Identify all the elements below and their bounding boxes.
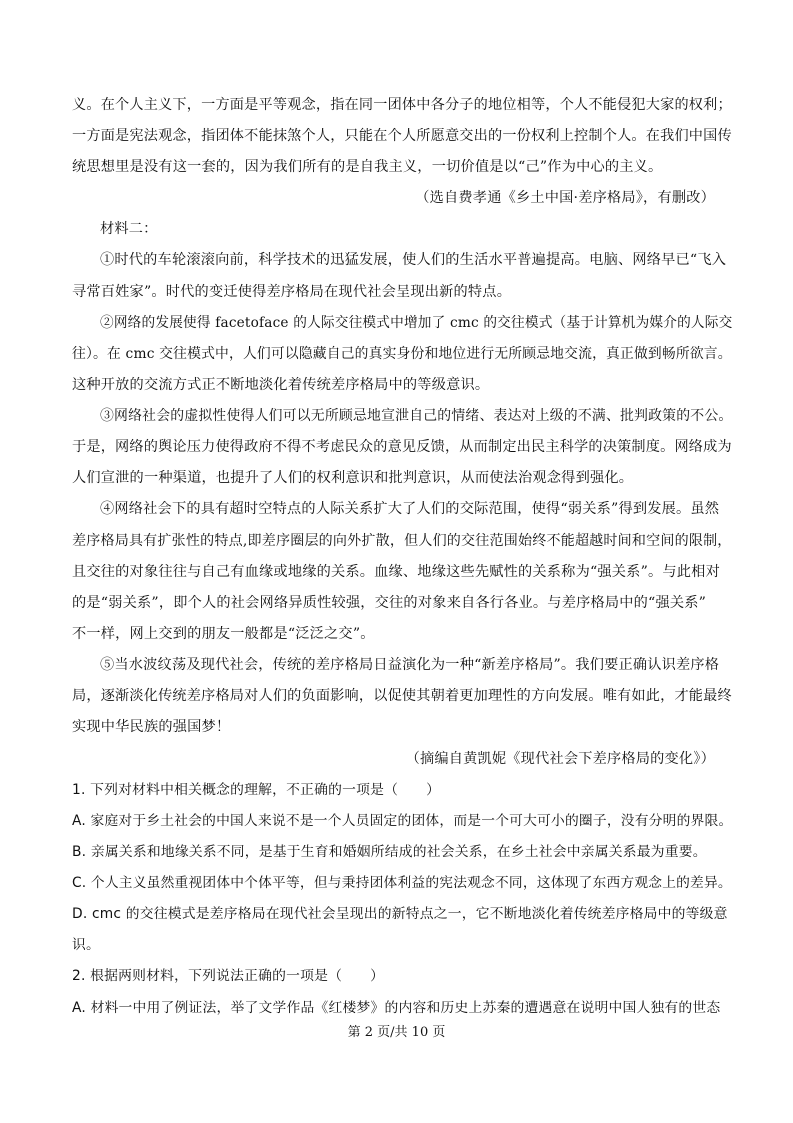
page-footer: 第 2 页/共 10 页 bbox=[347, 1025, 446, 1040]
text-line: ④网络社会下的具有超时空特点的人际关系扩大了人们的交际范围，使得“弱关系”得到发展。虽然 bbox=[100, 501, 720, 517]
text-line: 差序格局具有扩张性的特点,即差序圈层的向外扩散，但人们的交往范围始终不能超越时间和空间的限制， bbox=[72, 533, 732, 549]
option-a: A. 家庭对于乡土社会的中国人来说不是一个人员固定的团体，而是一个可大可小的圈子，没有分明的界限。 bbox=[72, 813, 733, 829]
option-c: C. 个人主义虽然重视团体中个体平等，但与秉持团体利益的宪法观念不同，这体现了东西方观念上的差异。 bbox=[72, 875, 732, 891]
text-line: ③网络社会的虚拟性使得人们可以无所顾忌地宣泄自己的情绪、表达对上级的不满、批判政策的不公。 bbox=[100, 408, 733, 424]
text-line: 往）。在 cmc 交往模式中，人们可以隐藏自己的真实身份和地位进行无所顾忌地交流，真正做到畅所欲言。 bbox=[72, 346, 732, 362]
text-line: 义。在个人主义下，一方面是平等观念，指在同一团体中各分子的地位相等，个人不能侵犯大家的权利； bbox=[72, 97, 732, 113]
text-line: ⑤当水波纹荡及现代社会，传统的差序格局日益演化为一种“新差序格局”。我们要正确认识差序格 bbox=[100, 657, 720, 673]
text-line: 一方面是宪法观念，指团体不能抹煞个人，只能在个人所愿意交出的一份权利上控制个人。在我们中国传 bbox=[72, 128, 732, 144]
text-line: ②网络的发展使得 facetoface 的人际交往模式中增加了 cmc 的交往模式（基于计算机为媒介的人际交 bbox=[100, 315, 733, 331]
text-line: 的是“弱关系”，即个人的社会网络异质性较强，交往的对象来自各行各业。与差序格局中的“强关系” bbox=[72, 595, 707, 611]
option-a: A. 材料一中用了例证法，举了文学作品《红楼梦》的内容和历史上苏秦的遭遇意在说明中国人独有的世态 bbox=[72, 1000, 721, 1016]
text-line: 统思想里是没有这一套的，因为我们所有的是自我主义，一切价值是以“己”作为中心的主义。 bbox=[72, 159, 663, 175]
text-line: 这种开放的交流方式正不断地淡化着传统差序格局中的等级意识。 bbox=[72, 377, 490, 393]
source-citation: （摘编自黄凯妮《现代社会下差序格局的变化》） bbox=[405, 751, 715, 767]
question-2: 2. 根据两则材料，下列说法正确的一项是（ ） bbox=[72, 968, 385, 984]
option-b: B. 亲属关系和地缘关系不同，是基于生育和婚姻所结成的社会关系，在乡土社会中亲属关系最为重要。 bbox=[72, 844, 707, 860]
text-line: 不一样，网上交到的朋友一般都是“泛泛之交”。 bbox=[72, 626, 375, 642]
question-1: 1. 下列对材料中相关概念的理解，不正确的一项是（ ） bbox=[72, 782, 441, 798]
text-line: 寻常百姓家”。时代的变迁使得差序格局在现代社会呈现出新的特点。 bbox=[72, 284, 512, 300]
text-line: 且交往的对象往往与自己有血缘或地缘的关系。血缘、地缘这些先赋性的关系称为“强关系”。与此相对 bbox=[72, 564, 720, 580]
option-d: D. cmc 的交往模式是差序格局在现代社会呈现出的新特点之一，它不断地淡化着传统差序格局中的等级意 bbox=[72, 906, 728, 922]
text-line: 于是，网络的舆论压力使得政府不得不考虑民众的意见反馈，从而制定出民主科学的决策制度。网络成为 bbox=[72, 439, 732, 455]
text-line: 局，逐渐淡化传统差序格局对人们的负面影响，以促使其朝着更加理性的方向发展。唯有如此，才能最终 bbox=[72, 688, 732, 704]
option-d-cont: 识。 bbox=[72, 937, 100, 953]
text-line: ①时代的车轮滚滚向前，科学技术的迅猛发展，使人们的生活水平普遍提高。电脑、网络早已“飞入 bbox=[100, 252, 727, 268]
text-line: 实现中华民族的强国梦！ bbox=[72, 719, 231, 735]
text-line: 人们宣泄的一种渠道，也提升了人们的权利意识和批判意识，从而使法治观念得到强化。 bbox=[72, 470, 634, 486]
section-heading: 材料二： bbox=[100, 221, 158, 237]
source-citation: （选自费孝通《乡土中国·差序格局》，有删改） bbox=[415, 190, 715, 206]
